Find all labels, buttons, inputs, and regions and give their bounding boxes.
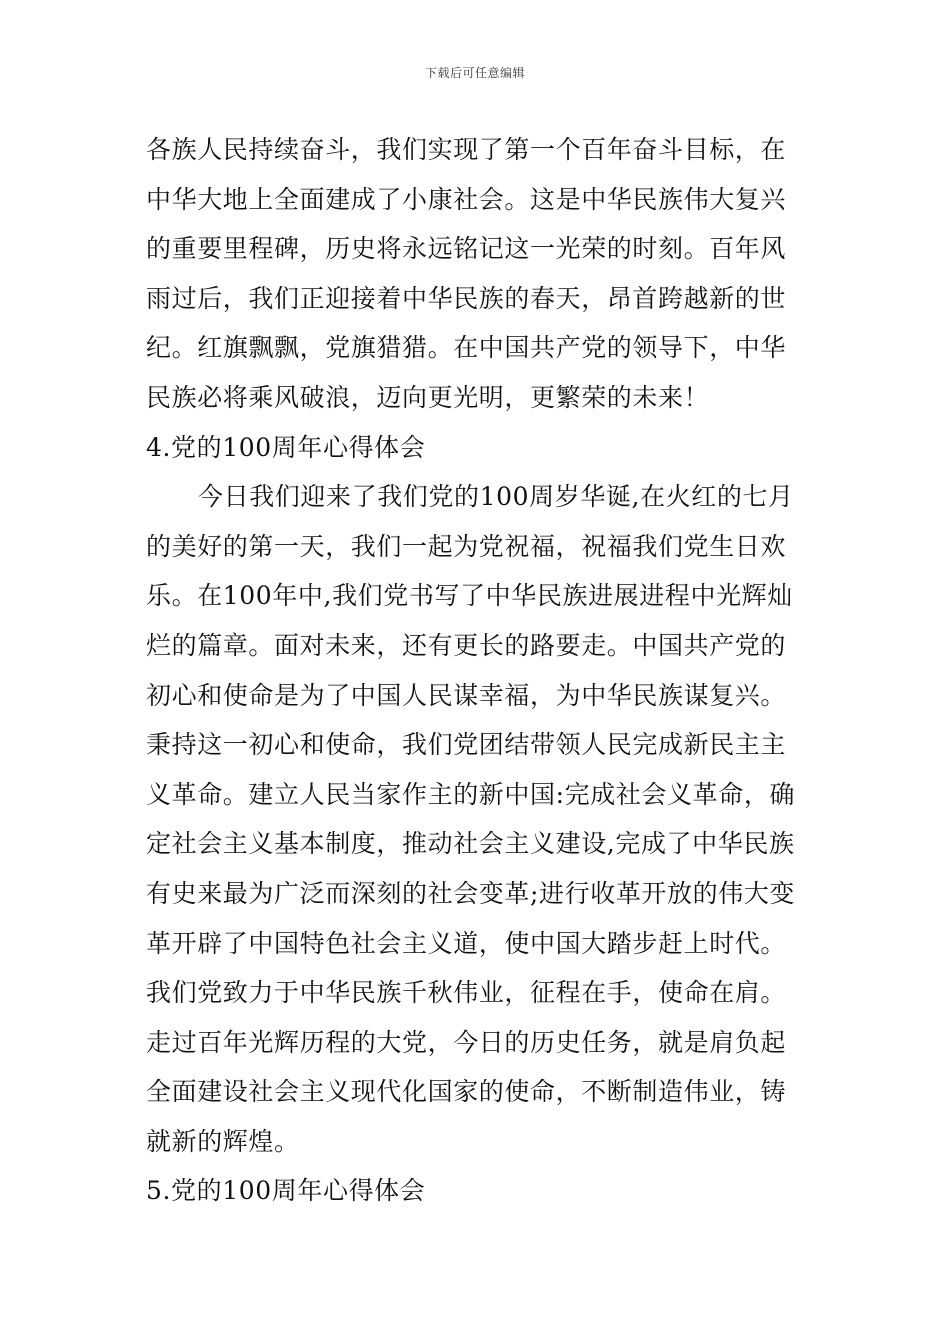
text-line: 各族人民持续奋斗，我们实现了第一个百年奋斗目标，在 (146, 135, 787, 164)
text-line: 纪。红旗飘飘，党旗猎猎。在中国共产党的领导下，中华 (146, 333, 787, 363)
text-line: 乐。在100年中,我们党书写了中华民族进展进程中光辉灿 (146, 581, 793, 611)
text-line: 我们党致力于中华民族千秋伟业，征程在手，使命在肩。 (146, 978, 787, 1008)
text-line: 秉持这一初心和使命，我们党团结带领人民完成新民主主 (146, 730, 787, 760)
text-line: 革开辟了中国特色社会主义道，使中国大踏步赶上时代。 (146, 928, 787, 958)
text-line: 民族必将乘风破浪，迈向更光明，更繁荣的未来！ (146, 382, 710, 412)
text-line: 中华大地上全面建成了小康社会。这是中华民族伟大复兴 (146, 184, 787, 214)
text-line: 的美好的第一天，我们一起为党祝福，祝福我们党生日欢 (146, 531, 787, 561)
text-line: 今日我们迎来了我们党的100周岁华诞,在火红的七月 (198, 482, 794, 512)
section-heading: 4.党的100周年心得体会 (146, 432, 426, 462)
text-line: 雨过后，我们正迎接着中华民族的春天，昂首跨越新的世 (146, 283, 787, 313)
section-heading: 5.党的100周年心得体会 (146, 1176, 426, 1206)
text-line: 义革命。建立人民当家作主的新中国:完成社会义革命，确 (146, 779, 796, 809)
text-line: 有史来最为广泛而深刻的社会变革;进行收革开放的伟大变 (146, 878, 796, 908)
text-line: 初心和使命是为了中国人民谋幸福，为中华民族谋复兴。 (146, 680, 787, 710)
text-line: 烂的篇章。面对未来，还有更长的路要走。中国共产党的 (146, 630, 787, 660)
text-line: 的重要里程碑，历史将永远铭记这一光荣的时刻。百年风 (146, 234, 787, 264)
text-line: 定社会主义基本制度，推动社会主义建设,完成了中华民族 (146, 829, 795, 859)
document-body (146, 125, 808, 1216)
text-line: 全面建设社会主义现代化国家的使命，不断制造伟业，铸 (146, 1077, 787, 1107)
text-line: 就新的辉煌。 (146, 1126, 300, 1156)
page-header: 下载后可任意编辑 (424, 66, 525, 80)
text-line: 走过百年光辉历程的大党，今日的历史任务，就是肩负起 (146, 1027, 787, 1057)
